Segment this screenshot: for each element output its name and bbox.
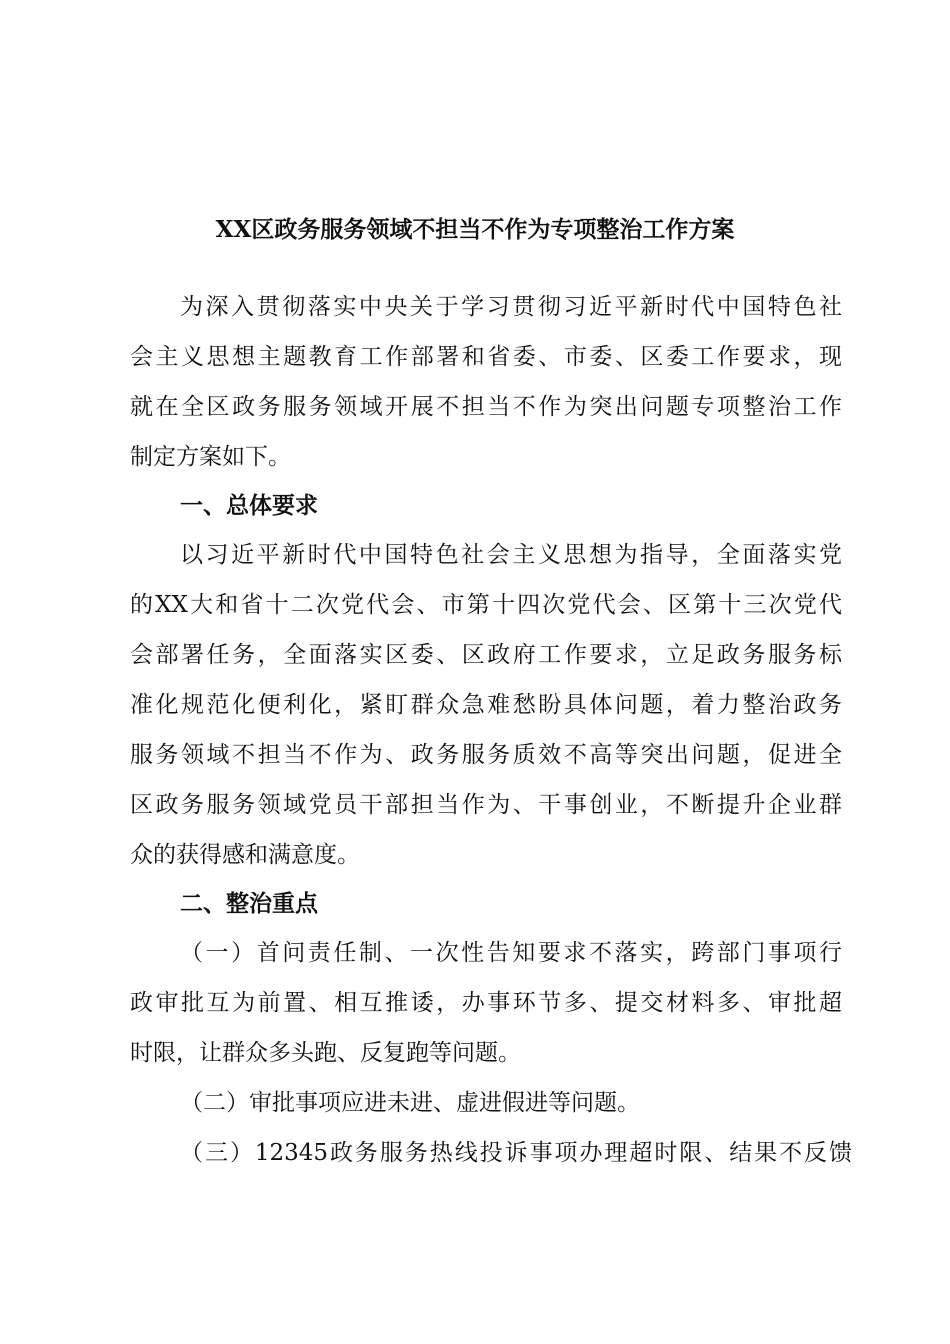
section1-line: 会部署任务，全面落实区委、区政府工作要求，立足政务服务标 (130, 642, 842, 668)
section1-line: 众的获得感和满意度。 (130, 842, 360, 868)
section1-line: 的XX大和省十二次党代会、市第十四次党代会、区第十三次党代 (130, 592, 842, 618)
intro-line: 为深入贯彻落实中央关于学习贯彻习近平新时代中国特色社 (180, 294, 842, 320)
intro-line: 就在全区政务服务领域开展不担当不作为突出问题专项整治工作 (130, 394, 842, 420)
section-heading-key-rectification: 二、整治重点 (180, 890, 318, 917)
section1-line: 准化规范化便利化，紧盯群众急难愁盼具体问题，着力整治政务 (130, 692, 842, 718)
section2-item3-line: （三）12345政务服务热线投诉事项办理超时限、结果不反馈 (180, 1140, 852, 1166)
section2-item1-line: 政审批互为前置、相互推诿，办事环节多、提交材料多、审批超 (130, 990, 842, 1016)
section2-item1-line: 时限，让群众多头跑、反复跑等问题。 (130, 1040, 521, 1066)
intro-line: 会主义思想主题教育工作部署和省委、市委、区委工作要求，现 (130, 344, 842, 370)
section1-line: 服务领域不担当不作为、政务服务质效不高等突出问题，促进全 (130, 742, 842, 768)
section2-item1-line: （一）首问责任制、一次性告知要求不落实，跨部门事项行 (180, 940, 842, 966)
document-title: XX区政务服务领域不担当不作为专项整治工作方案 (215, 216, 735, 243)
intro-line: 制定方案如下。 (130, 444, 291, 470)
section-heading-overall-requirements: 一、总体要求 (180, 492, 318, 519)
section1-line: 区政务服务领域党员干部担当作为、干事创业，不断提升企业群 (130, 792, 842, 818)
section2-item2-line: （二）审批事项应进未进、虚进假进等问题。 (180, 1090, 640, 1116)
section1-line: 以习近平新时代中国特色社会主义思想为指导，全面落实党 (180, 542, 842, 568)
